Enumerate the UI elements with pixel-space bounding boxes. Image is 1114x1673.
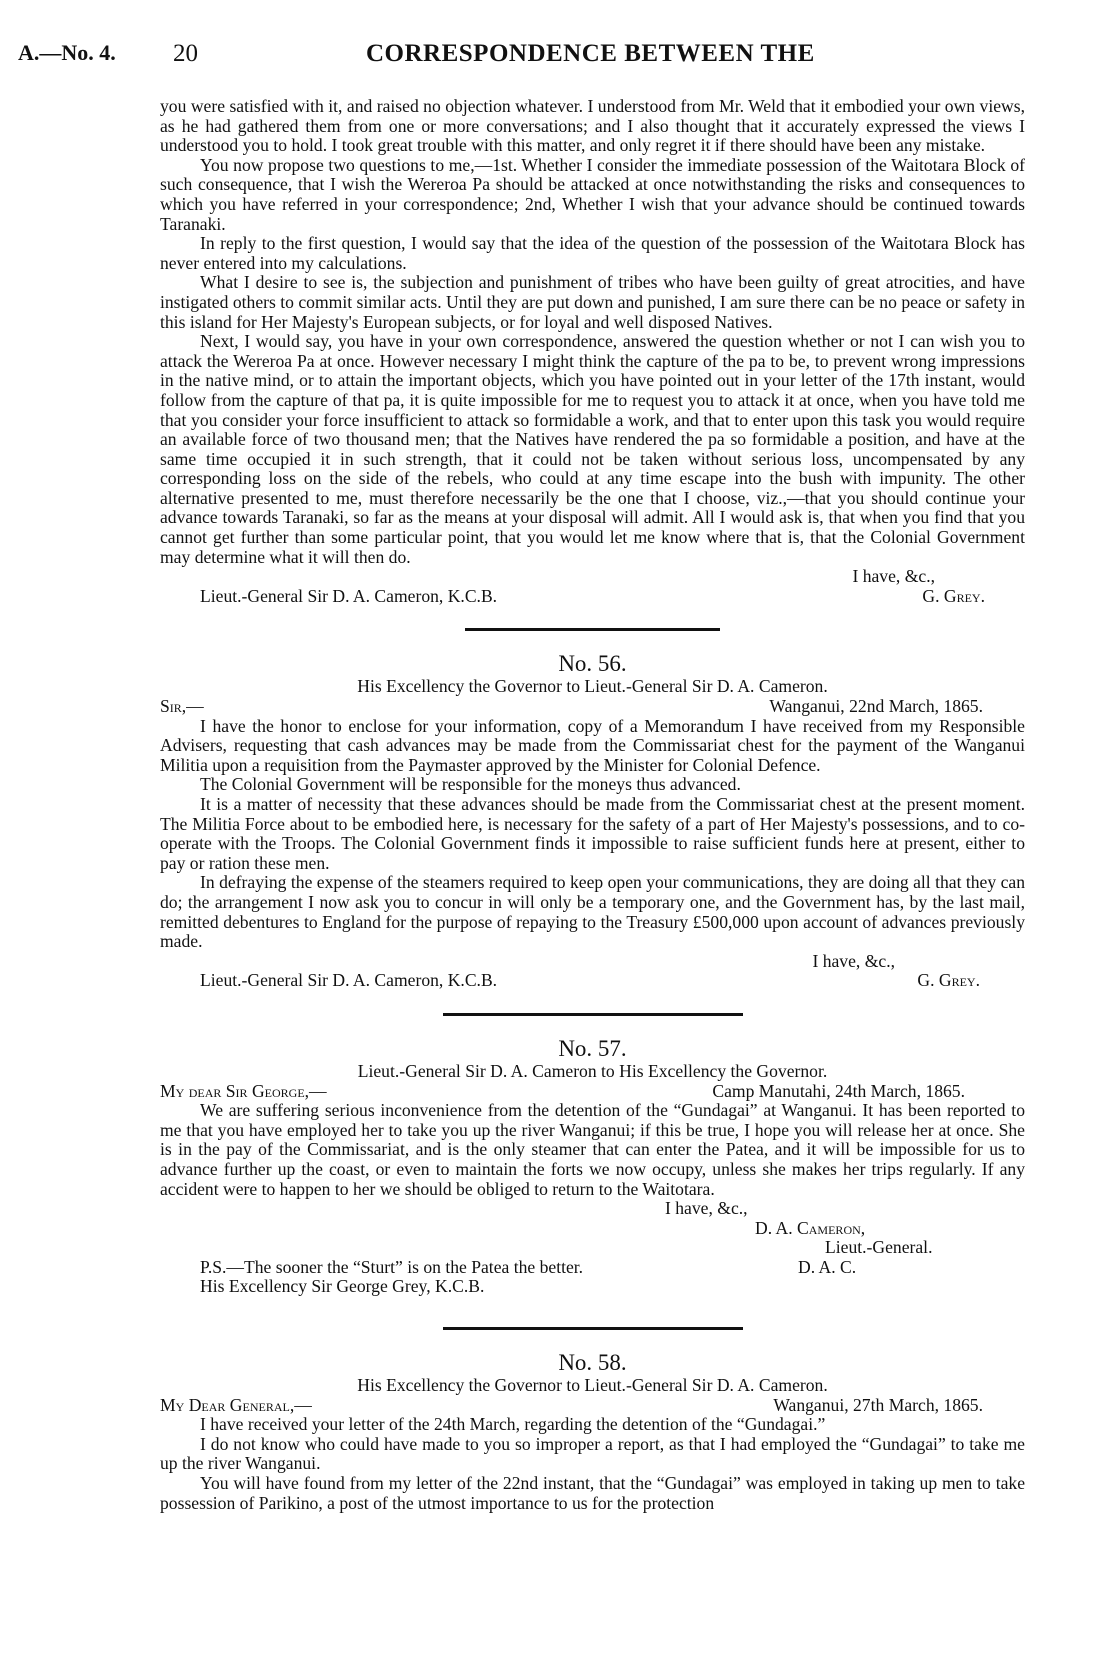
document-number: No. 56. [558,651,627,677]
section-divider [443,1327,743,1330]
closing-line [160,567,1025,587]
signature: G. Grey. [917,970,980,991]
paragraph: I have received your letter of the 24th March, regarding the detention of the “Gundagai.” [200,1414,826,1435]
paragraph: In defraying the expense of the steamers required to keep open your communications, they are doing all that they can do; the arrangement I now ask you to concur in will only be a temporary one, and the Government has, by the last mail, remitted debentures to England for the purpose of repaying to the Treasury £500,000 upon account of advances previously made. [160,872,1025,952]
salutation-row [160,697,1025,717]
addressee: Lieut.-General Sir D. A. Cameron, K.C.B. [200,970,498,991]
document-heading: Lieut.-General Sir D. A. Cameron to His Excellency the Governor. [357,1060,828,1081]
document-number: No. 58. [558,1350,627,1376]
closing-formula: I have, &c., [665,1198,748,1219]
letter-56 [160,651,1025,991]
closing-formula: I have, &c., [852,566,935,587]
section-divider [443,1013,743,1016]
signature-line [160,971,1025,991]
paper-reference: A.—No. 4. [18,40,116,65]
paragraph: What I desire to see is, the subjection and punishment of tribes who have been guilty of great atrocities, and have instigated others to commit similar acts. Until they are put down and punished, I am sure there can be no peace or safety in this island for Her Majesty's European subjects, or for loyal and well disposed Natives. [160,272,1025,332]
postscript-initials: D. A. C. [798,1256,857,1277]
closing-formula: I have, &c., [812,950,895,971]
paragraph: We are suffering serious inconvenience from the detention of the “Gundagai” at Wanganui. It has been reported to me that you have employed her to take you up the river Wanganui; if this be true, I hope you will release her at once. She is in the pay of the Commissariat, and is the only steamer that can enter the Patea, and it will be impossible for us to advance further up the coast, or even to maintain the forts we now occupy, unless she makes her trips regularly. If any accident were to happen to her we should be obliged to return to the Waitotara. [160,1100,1025,1199]
letter-58 [160,1350,1025,1513]
signature: D. A. Cameron, [755,1217,866,1238]
running-title: CORRESPONDENCE BETWEEN THE [366,40,815,67]
letter-55-continuation [160,97,1025,606]
addressee: His Excellency Sir George Grey, K.C.B. [200,1276,485,1297]
place-date: Wanganui, 27th March, 1865. [773,1394,983,1415]
salutation: My Dear General,— [160,1394,312,1415]
page-header [18,40,1096,74]
salutation: Sir,— [160,696,204,717]
paragraph: you were satisfied with it, and raised no objection whatever. I understood from Mr. Weld that it embodied your own views, as he had gathered them from one or more conversations; and I also thought that it accurately expressed the views I understood you to hold. I took great trouble with this matter, and only regret it if there should have been any mistake. [160,96,1025,156]
salutation-row [160,1396,1025,1416]
paragraph: In reply to the first question, I would say that the idea of the question of the possession of the Waitotara Block has never entered into my calculations. [160,233,1025,273]
salutation-row [160,1082,1025,1102]
document-number: No. 57. [558,1035,627,1061]
addressee: Lieut.-General Sir D. A. Cameron, K.C.B. [200,585,498,606]
paragraph: I have the honor to enclose for your information, copy of a Memorandum I have received from my Responsible Advisers, requesting that cash advances may be made from the Commissariat chest for the payment of the Wanganui Militia upon a requisition from the Paymaster approved by the Minister for Colonial Defence. [160,715,1025,775]
section-divider [465,628,720,631]
place-date: Camp Manutahi, 24th March, 1865. [712,1080,965,1101]
postscript-row [160,1258,1025,1278]
closing-block [665,1199,1025,1258]
paragraph: You now propose two questions to me,—1st. Whether I consider the immediate possession of the Waitotara Block of such consequence, that I wish the Wereroa Pa should be attacked at once notwithstanding the risks and consequences to which you have referred in your correspondence; 2nd, Whether I wish that your advance should be continued towards Taranaki. [160,154,1025,234]
page-body [160,97,1025,1513]
paragraph: Next, I would say, you have in your own correspondence, answered the question whether or not I can wish you to attack the Wereroa Pa at once. However necessary I might think the capture of the pa to be, to prevent wrong impressions in the native mind, or to attain the important objects, which you have pointed out in your letter of the 17th instant, would follow from the capture of that pa, it is quite impossible for me to request you to attack it at once, when you have told me that you consider your force insufficient to attack so formidable a work, and that to enter upon this task you would require an available force of two thousand men; that the Natives have rendered the pa so formidable a position, and have at the same time occupied it in such strength, that it could not be taken without serious loss, uncompensated by any corresponding loss on the side of the rebels, who could at any time escape into the bush with impunity. The other alternative presented to me, must therefore necessarily be the one that I choose, viz.,—that you should continue your advance towards Taranaki, so far as the means at your disposal will admit. All I would ask is, that when you find that you cannot get further than some particular point, that you would let me know where that is, that the Colonial Government may determine what it will then do. [160,331,1025,567]
letter-57 [160,1036,1025,1297]
closing-line [160,952,1025,972]
paragraph: The Colonial Government will be responsible for the moneys thus advanced. [200,774,741,795]
paragraph: I do not know who could have made to you so improper a report, as that I had employed the “Gundagai” to take me up the river Wanganui. [160,1433,1025,1474]
salutation: My dear Sir George,— [160,1080,327,1101]
document-heading: His Excellency the Governor to Lieut.-General Sir D. A. Cameron. [357,1375,828,1396]
document-heading: His Excellency the Governor to Lieut.-General Sir D. A. Cameron. [357,676,828,697]
page-number: 20 [173,40,198,67]
postscript: P.S.—The sooner the “Sturt” is on the Patea the better. [200,1256,584,1277]
signatory-rank: Lieut.-General. [825,1237,933,1258]
paragraph: You will have found from my letter of the 22nd instant, that the “Gundagai” was employed in taking up men to take possession of Parikino, a post of the utmost importance to us for the protection [160,1473,1025,1513]
paragraph: It is a matter of necessity that these advances should be made from the Commissariat chest at the present moment. The Militia Force about to be embodied here, is necessary for the safety of a part of Her Majesty's possessions, and to co-operate with the Troops. The Colonial Government finds it impossible to raise sufficient funds here at present, either to pay or ration these men. [160,794,1025,873]
signature: G. Grey. [922,585,985,606]
place-date: Wanganui, 22nd March, 1865. [769,696,983,717]
signature-line [160,587,1025,607]
